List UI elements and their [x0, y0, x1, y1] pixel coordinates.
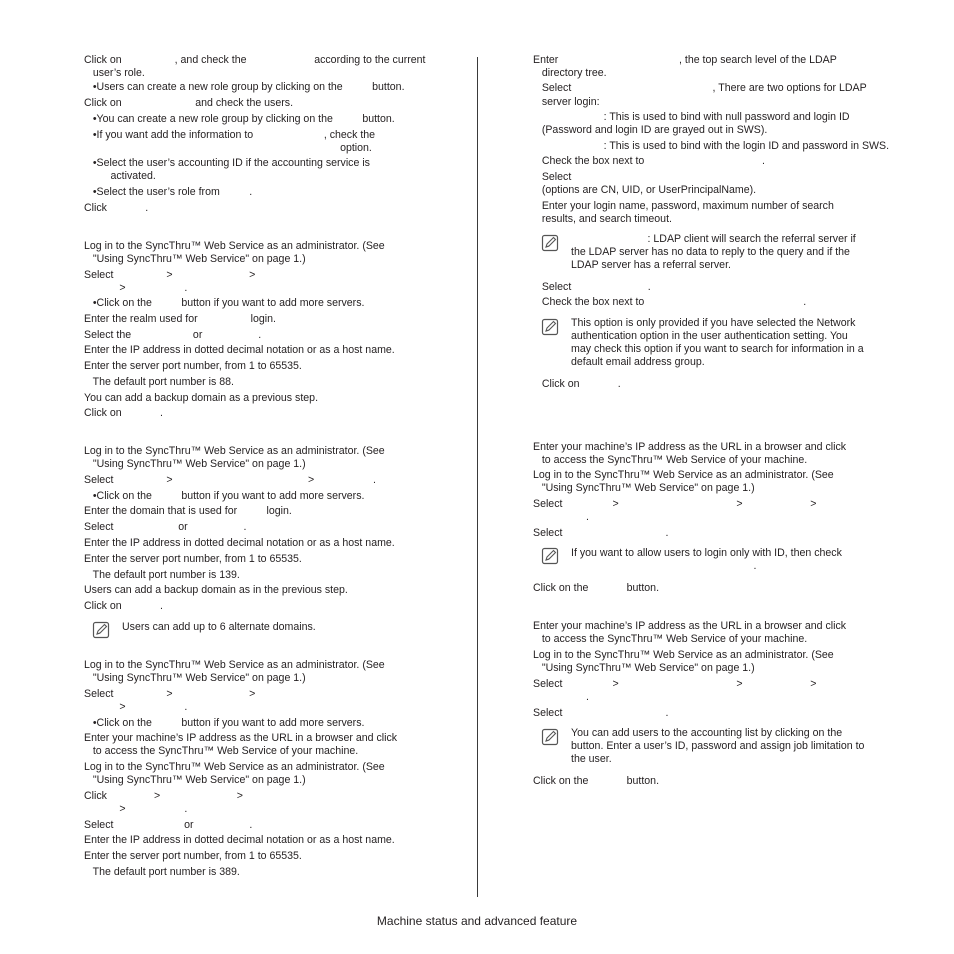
- note-text: This option is only provided if you have selected the Network: [571, 317, 856, 329]
- text-line: "Using SyncThru™ Web Service" on page 1.): [533, 662, 755, 674]
- page-footer: Machine status and advanced feature: [376, 914, 578, 928]
- text-line: The default port number is 139.: [84, 569, 240, 581]
- text-line: > .: [84, 282, 188, 294]
- text-line: Select > >: [84, 688, 256, 700]
- note-text: LDAP server has a referral server.: [571, 259, 731, 271]
- text-line: You can add a backup domain as a previous step.: [84, 392, 319, 404]
- text-line: •Select the user’s role from .: [84, 186, 253, 198]
- text-line: Select: [533, 171, 572, 183]
- text-line: Log in to the SyncThru™ Web Service as an administrator. (See: [84, 659, 385, 671]
- note-text: authentication option in the user authentication setting. You: [571, 330, 848, 342]
- text-line: "Using SyncThru™ Web Service" on page 1.): [84, 672, 306, 684]
- text-line: Click > >: [84, 790, 243, 802]
- text-line: Log in to the SyncThru™ Web Service as an administrator. (See: [84, 445, 385, 457]
- text-line: The default port number is 389.: [84, 866, 240, 878]
- text-line: > .: [84, 701, 188, 713]
- text-line: Enter your machine’s IP address as the URL in a browser and click: [533, 620, 847, 632]
- note-text: default email address group.: [571, 356, 705, 368]
- text-line: Select .: [533, 281, 651, 293]
- text-line: option.: [84, 142, 372, 154]
- text-line: Log in to the SyncThru™ Web Service as an administrator. (See: [533, 469, 834, 481]
- text-line: Enter the IP address in dotted decimal notation or as a host name.: [84, 537, 395, 549]
- text-line: : This is used to bind with the login ID and password in SWS.: [533, 140, 890, 152]
- note-pencil-icon: [541, 728, 559, 746]
- text-line: Click on the button.: [533, 582, 660, 594]
- text-line: "Using SyncThru™ Web Service" on page 1.): [84, 458, 306, 470]
- text-line: Click on the button.: [533, 775, 660, 787]
- text-line: Select > > >: [533, 678, 817, 690]
- text-line: Enter the domain that is used for login.: [84, 505, 292, 517]
- text-line: Click on , and check the according to the current: [84, 54, 426, 66]
- text-line: results, and search timeout.: [533, 213, 672, 225]
- text-line: Log in to the SyncThru™ Web Service as an administrator. (See: [533, 649, 834, 661]
- text-line: Enter your login name, password, maximum number of search: [533, 200, 834, 212]
- text-line: Select > > >: [533, 498, 817, 510]
- text-line: •If you want add the information to , check the: [84, 129, 376, 141]
- note-pencil-icon: [541, 547, 559, 565]
- note-text: button. Enter a user’s ID, password and assign job limitation to: [571, 740, 865, 752]
- text-line: Click on .: [84, 600, 163, 612]
- text-line: Select .: [533, 527, 669, 539]
- text-line: Select > > .: [84, 474, 376, 486]
- note-text: Users can add up to 6 alternate domains.: [122, 621, 316, 633]
- text-line: Enter the server port number, from 1 to 65535.: [84, 360, 302, 372]
- text-line: •You can create a new role group by clicking on the button.: [84, 113, 395, 125]
- text-line: Click .: [84, 202, 149, 214]
- text-line: Users can add a backup domain as in the previous step.: [84, 584, 348, 596]
- text-line: •Users can create a new role group by clicking on the button.: [84, 81, 405, 93]
- text-line: "Using SyncThru™ Web Service" on page 1.): [84, 774, 306, 786]
- note-text: the LDAP server has no data to reply to the query and if the: [571, 246, 850, 258]
- note-pencil-icon: [541, 318, 559, 336]
- text-line: Enter the IP address in dotted decimal notation or as a host name.: [84, 834, 395, 846]
- note-text: If you want to allow users to login only with ID, then check: [571, 547, 842, 559]
- text-line: Enter your machine’s IP address as the URL in a browser and click: [84, 732, 398, 744]
- text-line: Check the box next to .: [533, 296, 807, 308]
- text-line: "Using SyncThru™ Web Service" on page 1.): [533, 482, 755, 494]
- text-line: Enter , the top search level of the LDAP: [533, 54, 837, 66]
- text-line: user’s role.: [84, 67, 145, 79]
- text-line: The default port number is 88.: [84, 376, 234, 388]
- note-text: You can add users to the accounting list by clicking on the: [571, 727, 843, 739]
- text-line: directory tree.: [533, 67, 607, 79]
- text-line: •Click on the button if you want to add more servers.: [84, 297, 365, 309]
- text-line: (Password and login ID are grayed out in SWS).: [533, 124, 768, 136]
- note-pencil-icon: [541, 234, 559, 252]
- text-line: Click on and check the users.: [84, 97, 294, 109]
- note-text: : LDAP client will search the referral server if: [571, 233, 856, 245]
- text-line: "Using SyncThru™ Web Service" on page 1.): [84, 253, 306, 265]
- text-line: Log in to the SyncThru™ Web Service as an administrator. (See: [84, 761, 385, 773]
- note-text: .: [571, 560, 757, 572]
- text-line: •Select the user’s accounting ID if the accounting service is: [84, 157, 370, 169]
- text-line: Enter your machine’s IP address as the URL in a browser and click: [533, 441, 847, 453]
- text-line: .: [533, 691, 589, 703]
- text-line: •Click on the button if you want to add more servers.: [84, 717, 365, 729]
- text-line: •Click on the button if you want to add more servers.: [84, 490, 365, 502]
- text-line: Check the box next to .: [533, 155, 765, 167]
- text-line: to access the SyncThru™ Web Service of your machine.: [533, 633, 808, 645]
- text-line: Enter the IP address in dotted decimal notation or as a host name.: [84, 344, 395, 356]
- text-line: to access the SyncThru™ Web Service of your machine.: [84, 745, 359, 757]
- text-line: Select the or .: [84, 329, 262, 341]
- text-line: Enter the server port number, from 1 to 65535.: [84, 553, 302, 565]
- text-line: Click on .: [533, 378, 621, 390]
- text-line: Select or .: [84, 521, 247, 533]
- note-text: may check this option if you want to search for information in a: [571, 343, 864, 355]
- text-line: : This is used to bind with null password and login ID: [533, 111, 850, 123]
- column-divider: [477, 57, 478, 897]
- text-line: Log in to the SyncThru™ Web Service as an administrator. (See: [84, 240, 385, 252]
- text-line: server login:: [533, 96, 600, 108]
- text-line: > .: [84, 803, 188, 815]
- text-line: Select .: [533, 707, 669, 719]
- text-line: Select > >: [84, 269, 256, 281]
- text-line: Select or .: [84, 819, 253, 831]
- text-line: Select , There are two options for LDAP: [533, 82, 867, 94]
- note-text: the user.: [571, 753, 612, 765]
- note-pencil-icon: [92, 621, 110, 639]
- text-line: to access the SyncThru™ Web Service of your machine.: [533, 454, 808, 466]
- text-line: .: [533, 511, 589, 523]
- text-line: Enter the realm used for login.: [84, 313, 276, 325]
- text-line: (options are CN, UID, or UserPrincipalName).: [533, 184, 757, 196]
- text-line: Enter the server port number, from 1 to 65535.: [84, 850, 302, 862]
- text-line: Click on .: [84, 407, 163, 419]
- text-line: activated.: [84, 170, 156, 182]
